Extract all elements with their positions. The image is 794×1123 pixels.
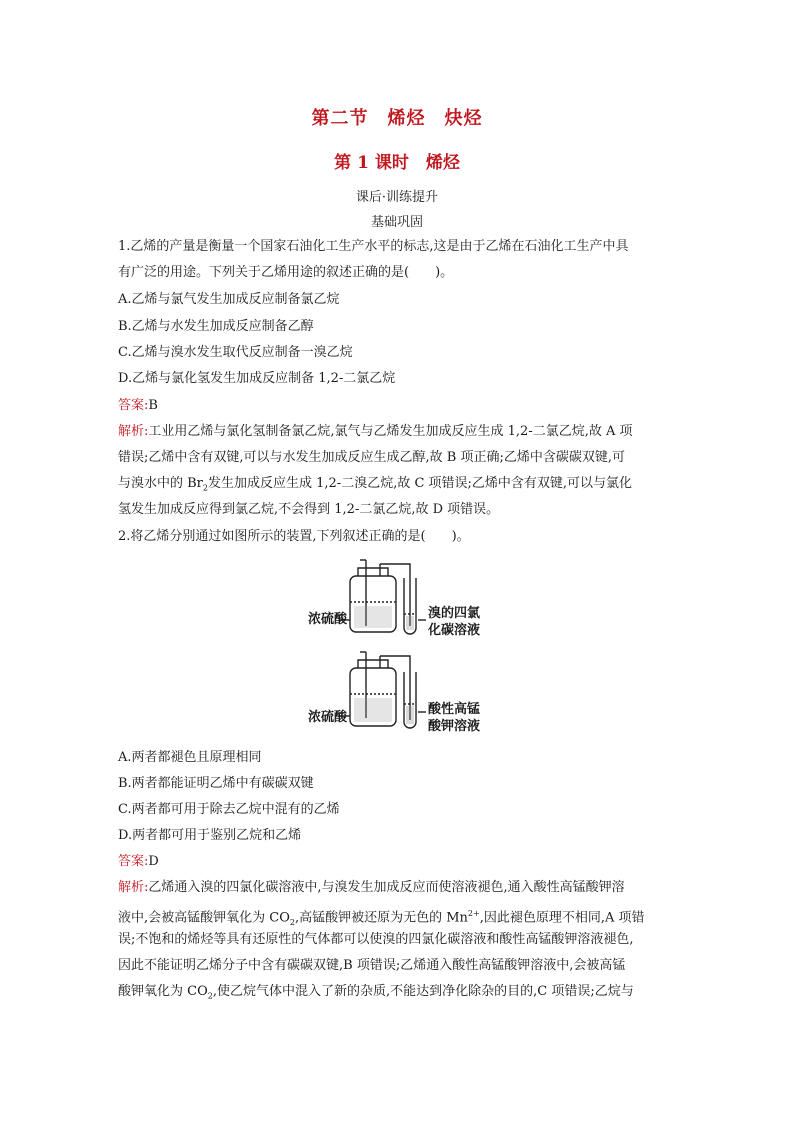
q1-answer-value: B xyxy=(148,398,158,413)
q1-option-b: B.乙烯与水发生加成反应制备乙醇 xyxy=(118,319,314,334)
q2-analysis-sup: 2+ xyxy=(467,909,480,918)
q1-stem-line1: 1.乙烯的产量是衡量一个国家石油化工生产水平的标志,这是由于乙烯在石油化工生产中具 xyxy=(118,239,629,254)
q2-option-a: A.两者都褪色且原理相同 xyxy=(118,750,262,765)
subtitle-practice: 课后·训练提升 xyxy=(355,190,439,205)
q2-analysis-text2b: ,高锰酸钾被还原为无色的 Mn xyxy=(294,910,468,926)
subtitle-basic: 基础巩固 xyxy=(370,215,423,230)
section-title: 第二节 烯烃 炔烃 xyxy=(311,108,483,129)
apparatus-figure xyxy=(300,556,500,740)
bottom-right-label-1: 酸性高锰 xyxy=(428,702,481,717)
q1-option-a: A.乙烯与氯气发生加成反应制备氯乙烷 xyxy=(118,292,340,307)
top-left-label: 浓硫酸 xyxy=(308,612,348,627)
q2-analysis-line3: 误;不饱和的烯烃等具有还原性的气体都可以使溴的四氯化碳溶液和酸性高锰酸钾溶液褪色, xyxy=(118,932,634,947)
q2-analysis-line2 xyxy=(118,905,683,932)
top-right-label-1: 溴的四氯 xyxy=(428,606,481,621)
q1-analysis-line4: 氢发生加成反应得到氯乙烷,不会得到 1,2-二氯乙烷,故 D 项错误。 xyxy=(118,502,500,517)
q2-answer-label: 答案: xyxy=(118,854,149,869)
q1-analysis-line1 xyxy=(118,423,683,441)
bottom-right-label-2: 酸钾溶液 xyxy=(428,719,481,734)
q1-analysis-text3b: 发生加成反应生成 1,2-二溴乙烷,故 C 项错误;乙烯中含有双键,可以与氯化 xyxy=(208,476,633,491)
q2-analysis-line5 xyxy=(118,983,683,1006)
q2-answer xyxy=(118,853,683,871)
q2-analysis-sub2: 2 xyxy=(207,991,213,1001)
q2-analysis-label: 解析: xyxy=(118,880,149,895)
q1-answer xyxy=(118,397,683,415)
q1-analysis-text3a: 与溴水中的 Br xyxy=(118,476,203,491)
q1-analysis-line2: 错误;乙烯中含有双键,可以与水发生加成反应生成乙醇,故 B 项正确;乙烯中含碳碳双键,可 xyxy=(118,450,625,465)
lesson-title: 第 1 课时 烯烃 xyxy=(334,153,460,173)
q2-option-c: C.两者都可用于除去乙烷中混有的乙烯 xyxy=(118,802,340,817)
q1-answer-label: 答案: xyxy=(118,398,149,413)
q2-analysis-text5a: 酸钾氧化为 CO xyxy=(118,984,208,999)
q1-analysis-sub: 2 xyxy=(202,483,208,493)
top-right-label-2: 化碳溶液 xyxy=(428,623,481,638)
q2-answer-value: D xyxy=(148,854,159,869)
q1-analysis-text1: 工业用乙烯与氯化氢制备氯乙烷,氯气与乙烯发生加成反应生成 1,2-二氯乙烷,故 A 项 xyxy=(148,424,633,439)
q2-analysis-line4: 因此不能证明乙烯分子中含有碳碳双键,B 项错误;乙烯通入酸性高锰酸钾溶液中,会被高锰 xyxy=(118,958,626,973)
q1-option-d: D.乙烯与氯化氢发生加成反应制备 1,2-二氯乙烷 xyxy=(118,371,396,386)
q2-analysis-line1 xyxy=(118,879,683,897)
q2-stem: 2.将乙烯分别通过如图所示的装置,下列叙述正确的是( )。 xyxy=(118,529,470,544)
q2-analysis-text1: 乙烯通入溴的四氯化碳溶液中,与溴发生加成反应而使溶液褪色,通入酸性高锰酸钾溶 xyxy=(148,880,625,895)
q2-analysis-text2a: 液中,会被高锰酸钾氧化为 CO xyxy=(118,910,290,926)
q1-stem-line2: 有广泛的用途。下列关于乙烯用途的叙述正确的是( )。 xyxy=(118,265,454,280)
q2-option-b: B.两者都能证明乙烯中有碳碳双键 xyxy=(118,776,314,791)
q2-analysis-text5b: ,使乙烷气体中混入了新的杂质,不能达到净化除杂的目的,C 项错误;乙烷与 xyxy=(212,984,634,999)
q1-analysis-label: 解析: xyxy=(118,424,149,439)
q2-option-d: D.两者都可用于鉴别乙烷和乙烯 xyxy=(118,828,302,843)
q2-analysis-sub1: 2 xyxy=(289,917,295,927)
q1-analysis-line3 xyxy=(118,475,683,498)
bottom-left-label: 浓硫酸 xyxy=(308,710,348,725)
q1-option-c: C.乙烯与溴水发生取代反应制备一溴乙烷 xyxy=(118,345,353,360)
q2-analysis-text2c: ,因此褪色原理不相同,A 项错 xyxy=(479,910,645,926)
